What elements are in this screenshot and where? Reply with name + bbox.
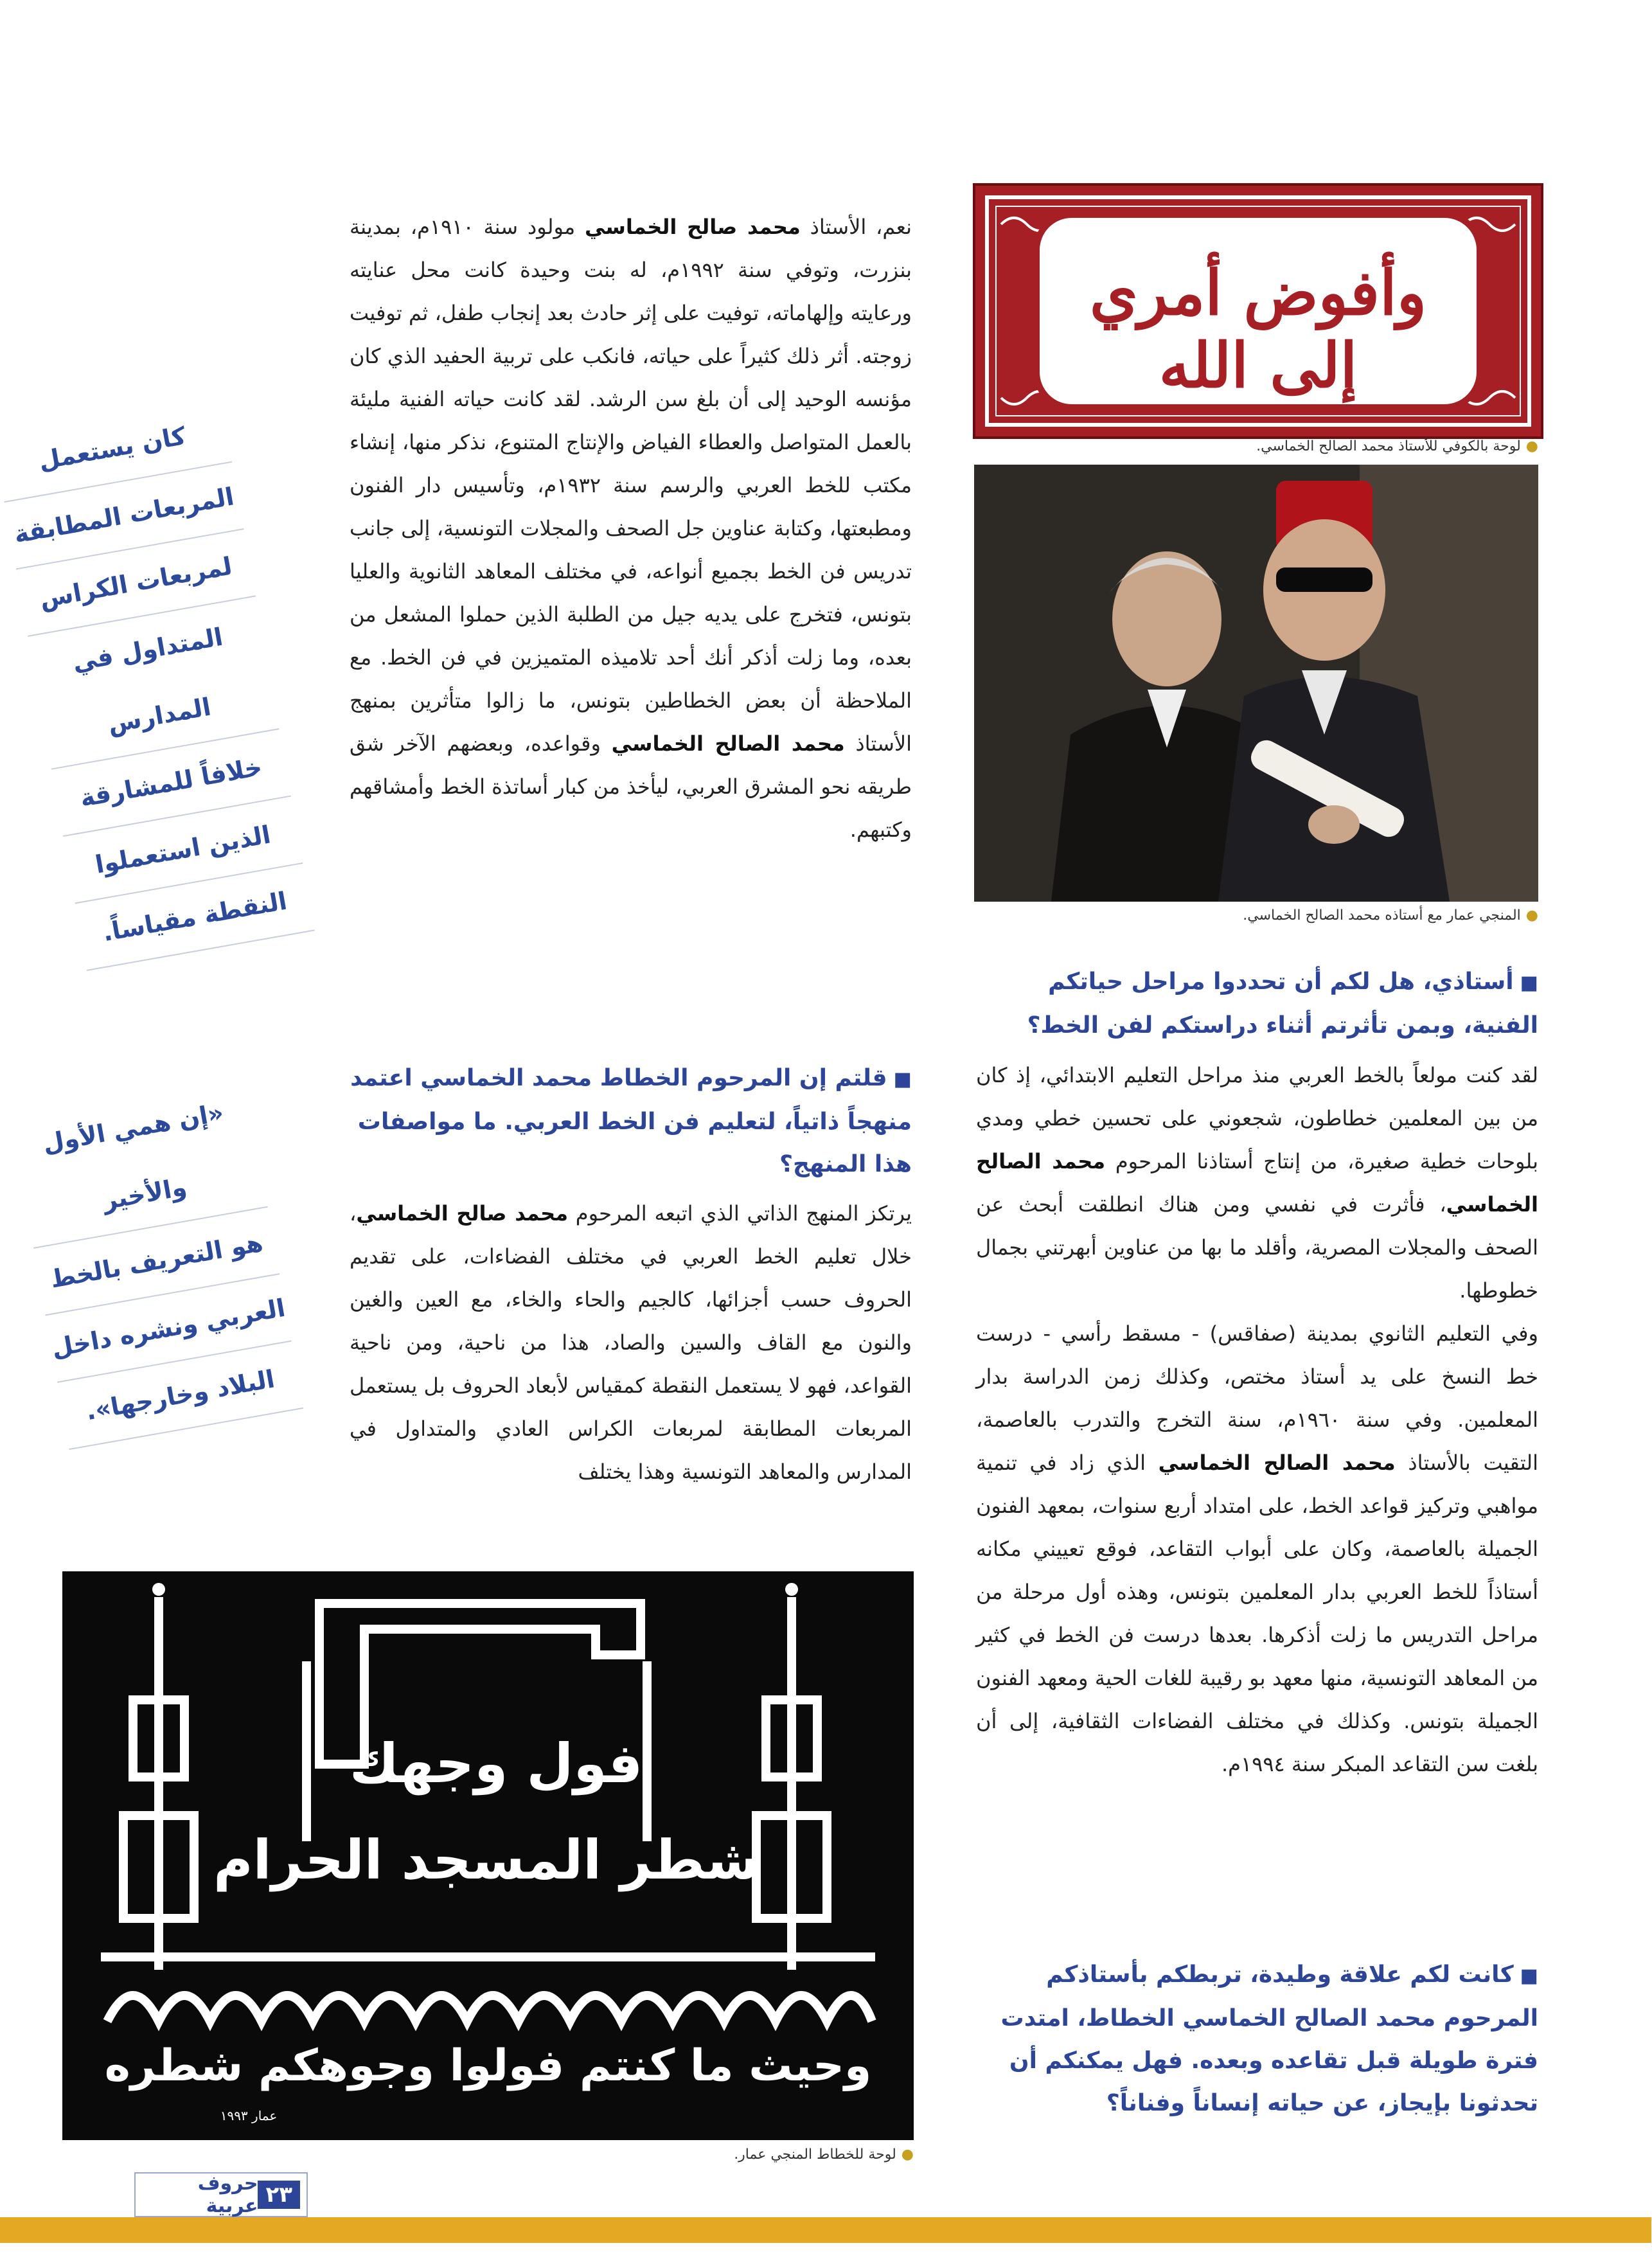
calligraphy-panel [973, 183, 1544, 439]
photo-mongi-ammar-with-khammassi [975, 465, 1539, 902]
answer-1 [977, 1054, 1539, 1786]
intro-paragraph: نعم، الأستاذ محمد صالح الخماسي مولود سنة ١٩١٠م، بمدينة بنزرت، وتوفي سنة ١٩٩٢م، له بنت وحيدة كانت محل عنايته ورعايته وإلهاماته، توفيت على إثر حادث بعد إنجاب طفل، ثم توفيت زوجته. أثر ذلك كثيراً على حياته، فانكب على تربية الحفيد الذي كان مؤنسه الوحيد إلى أن بلغ سن الرشد. لقد كانت حياته الفنية مليئة بالعمل المتواصل والعطاء الفياض والإنتاج المتنوع، نذكر منها، إنشاء مكتب للخط العربي والرسم سنة ١٩٣٢م، وتأسيس دار الفنون ومطبعتها، وكتابة عناوين جل الصحف والمجلات التونسية، إلى جانب تدريس فن الخط بجميع أنواعه، في مختلف المعاهد الثانوية والعليا بتونس، فتخرج على يديه جيل من الطلبة الذين حملوا المشعل من بعده، وما زلت أذكر أنك أحد تلاميذه المتميزين في فن الخط. مع الملاحظة أن بعض الخطاطين بتونس، ما زالوا متأثرين بمنهج الأستاذ محمد الصالح الخماسي وقواعده، وبعضهم الآخر شق طريقه نحو المشرق العربي، ليأخذ من كبار أساتذة الخط وأمشاقهم وكتبهم. [350, 215, 913, 842]
kufic-line-3: وحيث ما كنتم فولوا وجوهكم شطره [105, 2040, 873, 2091]
magazine-name: حروف عربية [198, 2172, 259, 2217]
answer-1-para-b: وفي التعليم الثانوي بمدينة (صفاقس) - مسقط رأسي - درست خط النسخ على يد أستاذ مختص، وكذلك زمن الدراسة بدار المعلمين. وفي سنة ١٩٦٠م، سنة التخرج والتدرب بالعاصمة، التقيت بالأستاذ محمد الصالح الخماسي الذي زاد في تنمية مواهبي وتركيز قواعد الخط، على امتداد أربع سنوات، بمعهد الفنون الجميلة بالعاصمة، وكان على أبواب التقاعد، فوقع تعييني مكانه أستاذاً للخط العربي بدار المعلمين بتونس، وهذه أول مرحلة من مراحل التدريس ما زلت أذكرها. بعدها درست فن الخط في كثير من المعاهد التونسية، منها معهد بو رقيبة للغات الحية ومعهد الفنون الجميلة بتونس. وكذلك في مختلف الفضاءات الثقافية، إلى أن بلغت سن التقاعد المبكر سنة ١٩٩٤م. [977, 1321, 1540, 1776]
question-2: ■كانت لكم علاقة وطيدة، تربطكم بأستاذكم المرحوم محمد الصالح الخماسي الخطاط، امتدت فترة طويلة قبل تقاعده وبعده. فهل يمكنكم أن تحدثونا بإيجاز، عن حياته إنساناً وفناناً؟ [1001, 1961, 1539, 2116]
photo-illustration [975, 465, 1539, 902]
kufic-caption: ●لوحة للخطاط المنجي عمار. [734, 2147, 914, 2163]
kufic-line-1: فول وجهك [350, 1732, 644, 1795]
pullquote-mission: «إن همي الأول والأخير هو التعريف بالخط العربي ونشره داخل البلاد وخارجها». [11, 1075, 304, 1450]
square-bullet-icon: ■ [894, 1068, 912, 1091]
question-method: ■قلتم إن المرحوم الخطاط محمد الخماسي اعتمد منهجاً ذاتياً، لتعليم فن الخط العربي. ما مواصفات هذا المنهج؟ [351, 1065, 912, 1177]
caption-bullet-icon: ● [1526, 907, 1539, 924]
page-number: ٢٣ [258, 2181, 301, 2209]
kufic-panel [63, 1571, 914, 2140]
caption-bullet-icon: ● [1526, 438, 1539, 454]
square-bullet-icon: ■ [1520, 1965, 1539, 1987]
calligraphy-text: وأفوض أمري إلى الله [1090, 256, 1428, 402]
method-paragraph: يرتكز المنهج الذاتي الذي اتبعه المرحوم محمد صالح الخماسي، خلال تعليم الخط العربي في مختلف الفضاءات، على تقديم الحروف حسب أجزائها، كالجيم والحاء والخاء، مع العين والغين والنون مع القاف والسين والصاد، هذا من ناحية، ومن ناحية القواعد، فهو لا يستعمل النقطة كمقياس لأبعاد الحروف بل يستعمل المربعات المطابقة لمربعات الكراس العادي والمتداول في المدارس والمعاهد التونسية وهذا يختلف [350, 1201, 912, 1484]
bottom-band [0, 2217, 1652, 2243]
answer-1-para-a: لقد كنت مولعاً بالخط العربي منذ مراحل التعليم الابتدائي، إذ كان من بين المعلمين خطاطون، شجعوني على تحسين خطي ومدي بلوحات خطية صغيرة، من إنتاج أستاذنا المرحوم محمد الصالح الخماسي، فأثرت في نفسي ومن هناك انطلقت أبحث عن الصحف والمجلات المصرية، وأقلد ما بها من عناوين أبهرتني بجمال خطوطها. [977, 1063, 1540, 1303]
folio-box [135, 2172, 308, 2217]
caption-bullet-icon: ● [901, 2147, 914, 2163]
kufic-line-2: شطر المسجد الحرام [214, 1828, 760, 1891]
question-1: ■أستاذي، هل لكم أن تحددوا مراحل حياتكم الفنية، وبمن تأثرتم أثناء دراستكم لفن الخط؟ [1027, 969, 1539, 1039]
kufic-signature: عمار ١٩٩٣ [220, 2108, 278, 2123]
calligraphy-inner [1034, 211, 1484, 411]
photo-caption: ●المنجي عمار مع أستاذه محمد الصالح الخماسي. [1243, 907, 1539, 924]
square-bullet-icon: ■ [1520, 972, 1539, 994]
pullquote-squares: كان يستعمل المربعات المطابقة لمربعات الكراس المتداول في المدارس خلافاً للمشارقة الذين استعملوا النقطة مقياساً. [0, 395, 315, 971]
calligraphy-caption: ●لوحة بالكوفي للأستاذ محمد الصالح الخماسي. [1257, 438, 1539, 454]
